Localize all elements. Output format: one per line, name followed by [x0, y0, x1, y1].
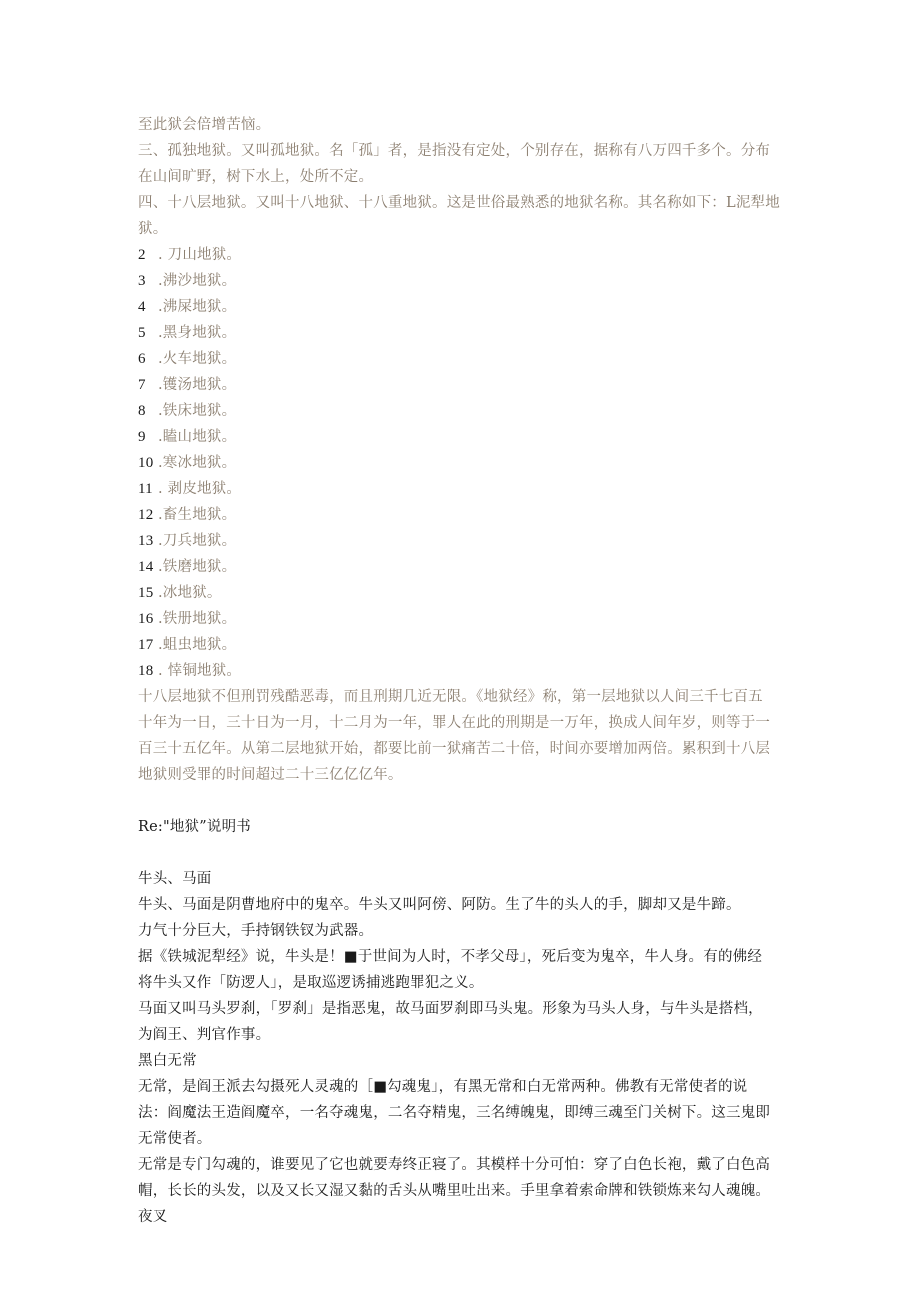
text-line: 力气十分巨大，手持钢铁钗为武器。	[138, 923, 374, 939]
list-item: 11 . 剥皮地狱。	[138, 481, 242, 497]
text-line: 法：阎魔法王造阎魔卒，一名夺魂鬼，二名夺精鬼，三名缚魄鬼，即缚三魂至门关树下。这三鬼即	[138, 1105, 771, 1121]
text-line: 三、孤独地狱。又叫孤地狱。名「孤」者，是指没有定处，个别存在，据称有八万四千多个。分布	[138, 143, 771, 159]
subheading-heibai-wuchang: 黑白无常	[138, 1053, 197, 1069]
section-lonely-hell	[138, 112, 788, 242]
text-line: 无常是专门勾魂的，谁要见了它也就要寿终正寝了。其模样十分可怕：穿了白色长袍，戴了白色高	[138, 1157, 771, 1173]
subheading-niutou-mamian: 牛头、马面	[138, 871, 212, 887]
list-item: 12 .畜生地狱。	[138, 507, 237, 523]
text-line: 十年为一日，三十日为一月，十二月为一年，罪人在此的刑期是一万年，换成人间年岁，则等于一	[138, 715, 771, 731]
list-item: 3 .沸沙地狱。	[138, 273, 237, 289]
list-item: 18 . 悻铜地狱。	[138, 663, 242, 679]
text-line: 帽，长长的头发，以及又长又湿又黏的舌头从嘴里吐出来。手里拿着索命牌和铁锁炼来勾人魂魄。	[138, 1183, 771, 1199]
list-item: 17 .蛆虫地狱。	[138, 637, 237, 653]
text-line: 百三十五亿年。从第二层地狱开始，都要比前一狱痛苦二十倍，时间亦要增加两倍。累积到十八层	[138, 741, 771, 757]
list-item: 15 .冰地狱。	[138, 585, 222, 601]
text-line: 为阎王、判官作事。	[138, 1027, 271, 1043]
text-line: 马面又叫马头罗刹，「罗刹」是指恶鬼，故马面罗刹即马头鬼。形象为马头人身，与牛头是搭档，	[138, 1001, 763, 1017]
text-line: 地狱则受罪的时间超过二十三亿亿亿年。	[138, 767, 403, 783]
text-line: 无常，是阎王派去勾摄死人灵魂的［■勾魂鬼」，有黑无常和白无常两种。佛教有无常使者的说	[138, 1079, 748, 1095]
text-line: 将牛头又作「防逻人」，是取巡逻诱捕逃跑罪犯之义。	[138, 975, 484, 991]
text-line: 四、十八层地狱。又叫十八地狱、十八重地狱。这是世俗最熟悉的地狱名称。其名称如下：L泥犁地	[138, 195, 780, 211]
text-line: 牛头、马面是阴曹地府中的鬼卒。牛头又叫阿傍、阿防。生了牛的头人的手，脚却又是牛蹄。	[138, 897, 741, 913]
list-item: 10 .寒冰地狱。	[138, 455, 237, 471]
text-line: 据《铁城泥犁经》说，牛头是！■于世间为人时，不孝父母」，死后变为鬼卒，牛人身。有的佛经	[138, 949, 763, 965]
list-item: 14 .铁磨地狱。	[138, 559, 237, 575]
list-item: 9 .瞌山地狱。	[138, 429, 237, 445]
eighteen-hells-list	[138, 242, 788, 684]
section-ghost-officers	[138, 866, 788, 1230]
list-item: 2 . 刀山地狱。	[138, 247, 242, 263]
reply-title: Re:"地狱”说明书	[138, 819, 251, 835]
list-item: 4 .沸屎地狱。	[138, 299, 237, 315]
list-item: 5 .黑身地狱。	[138, 325, 237, 341]
section-hell-duration	[138, 684, 788, 788]
text-line: 至此狱会倍增苦恼。	[138, 117, 271, 133]
text-line: 十八层地狱不但刑罚残酷恶毒，而且刑期几近无限。《地狱经》称，第一层地狱以人间三千七百五	[138, 689, 763, 705]
text-line: 无常使者。	[138, 1131, 212, 1147]
list-item: 16 .铁册地狱。	[138, 611, 237, 627]
subheading-yecha: 夜叉	[138, 1209, 168, 1225]
text-line: 狱。	[138, 221, 168, 237]
list-item: 8 .铁床地狱。	[138, 403, 237, 419]
list-item: 6 .火车地狱。	[138, 351, 237, 367]
spacer	[138, 840, 788, 866]
list-item: 13 .刀兵地狱。	[138, 533, 237, 549]
spacer	[138, 788, 788, 814]
document-page	[138, 112, 788, 1230]
list-item: 7 .镬汤地狱。	[138, 377, 237, 393]
text-line: 在山间旷野，树下水上，处所不定。	[138, 169, 374, 185]
